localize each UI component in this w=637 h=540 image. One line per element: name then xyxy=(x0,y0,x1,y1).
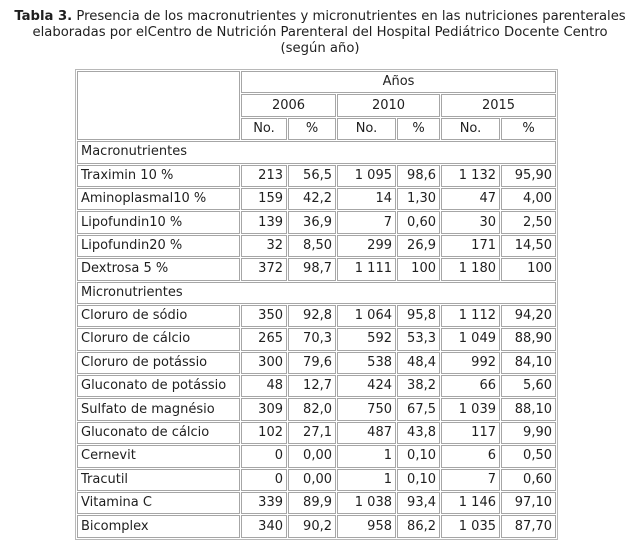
percent-cell: 8,50 xyxy=(288,235,336,257)
table-row xyxy=(77,165,556,187)
header-subcol: % xyxy=(288,118,336,140)
table-row xyxy=(77,188,556,210)
count-cell: 66 xyxy=(441,375,500,397)
percent-cell: 26,9 xyxy=(397,235,440,257)
count-cell: 213 xyxy=(241,165,287,187)
percent-cell: 0,60 xyxy=(397,211,440,233)
count-cell: 340 xyxy=(241,515,287,537)
count-cell: 992 xyxy=(441,352,500,374)
count-cell: 1 039 xyxy=(441,398,500,420)
count-cell: 1 xyxy=(337,445,396,467)
percent-cell: 100 xyxy=(397,258,440,280)
count-cell: 159 xyxy=(241,188,287,210)
section-title: Macronutrientes xyxy=(77,141,556,163)
count-cell: 0 xyxy=(241,445,287,467)
count-cell: 117 xyxy=(441,422,500,444)
table-row xyxy=(77,398,556,420)
percent-cell: 79,6 xyxy=(288,352,336,374)
table-row xyxy=(77,469,556,491)
nutrient-name: Cloruro de potássio xyxy=(77,352,240,374)
count-cell: 14 xyxy=(337,188,396,210)
percent-cell: 92,8 xyxy=(288,305,336,327)
table-row xyxy=(77,352,556,374)
percent-cell: 4,00 xyxy=(501,188,556,210)
table-row xyxy=(77,258,556,280)
percent-cell: 84,10 xyxy=(501,352,556,374)
section-row xyxy=(77,141,556,163)
nutrient-name: Sulfato de magnésio xyxy=(77,398,240,420)
count-cell: 0 xyxy=(241,469,287,491)
percent-cell: 0,10 xyxy=(397,445,440,467)
percent-cell: 12,7 xyxy=(288,375,336,397)
percent-cell: 2,50 xyxy=(501,211,556,233)
percent-cell: 87,70 xyxy=(501,515,556,537)
count-cell: 1 132 xyxy=(441,165,500,187)
header-year: 2010 xyxy=(337,94,440,116)
count-cell: 1 180 xyxy=(441,258,500,280)
count-cell: 1 112 xyxy=(441,305,500,327)
table-row xyxy=(77,515,556,537)
header-empty-cell xyxy=(77,71,240,140)
nutrient-name: Traximin 10 % xyxy=(77,165,240,187)
count-cell: 300 xyxy=(241,352,287,374)
count-cell: 6 xyxy=(441,445,500,467)
count-cell: 1 146 xyxy=(441,492,500,514)
count-cell: 1 049 xyxy=(441,328,500,350)
percent-cell: 98,7 xyxy=(288,258,336,280)
percent-cell: 53,3 xyxy=(397,328,440,350)
count-cell: 299 xyxy=(337,235,396,257)
nutrients-table xyxy=(75,69,558,540)
caption-text: Presencia de los macronutrientes y micronutrientes en las nutriciones parenterales elaboradas por elCentro de Nutrición Parenteral del Hospital Pediátrico Docente Centro (según año) xyxy=(32,9,626,56)
count-cell: 372 xyxy=(241,258,287,280)
nutrient-name: Bicomplex xyxy=(77,515,240,537)
percent-cell: 42,2 xyxy=(288,188,336,210)
percent-cell: 14,50 xyxy=(501,235,556,257)
percent-cell: 0,00 xyxy=(288,445,336,467)
count-cell: 32 xyxy=(241,235,287,257)
table-row xyxy=(77,422,556,444)
percent-cell: 43,8 xyxy=(397,422,440,444)
header-year: 2015 xyxy=(441,94,556,116)
table-row xyxy=(77,305,556,327)
count-cell: 592 xyxy=(337,328,396,350)
count-cell: 1 xyxy=(337,469,396,491)
nutrient-name: Cloruro de sódio xyxy=(77,305,240,327)
percent-cell: 1,30 xyxy=(397,188,440,210)
nutrient-name: Aminoplasmal10 % xyxy=(77,188,240,210)
percent-cell: 0,50 xyxy=(501,445,556,467)
count-cell: 7 xyxy=(441,469,500,491)
count-cell: 424 xyxy=(337,375,396,397)
count-cell: 171 xyxy=(441,235,500,257)
percent-cell: 90,2 xyxy=(288,515,336,537)
percent-cell: 9,90 xyxy=(501,422,556,444)
percent-cell: 48,4 xyxy=(397,352,440,374)
count-cell: 1 064 xyxy=(337,305,396,327)
header-year: 2006 xyxy=(241,94,336,116)
table-row xyxy=(77,328,556,350)
count-cell: 47 xyxy=(441,188,500,210)
count-cell: 7 xyxy=(337,211,396,233)
count-cell: 265 xyxy=(241,328,287,350)
count-cell: 1 095 xyxy=(337,165,396,187)
percent-cell: 93,4 xyxy=(397,492,440,514)
header-subcol: No. xyxy=(337,118,396,140)
percent-cell: 27,1 xyxy=(288,422,336,444)
nutrient-name: Cernevit xyxy=(77,445,240,467)
percent-cell: 94,20 xyxy=(501,305,556,327)
table-caption xyxy=(8,9,632,57)
count-cell: 1 038 xyxy=(337,492,396,514)
count-cell: 750 xyxy=(337,398,396,420)
percent-cell: 38,2 xyxy=(397,375,440,397)
table-row xyxy=(77,211,556,233)
nutrient-name: Cloruro de cálcio xyxy=(77,328,240,350)
count-cell: 538 xyxy=(337,352,396,374)
nutrient-name: Gluconato de potássio xyxy=(77,375,240,397)
count-cell: 1 111 xyxy=(337,258,396,280)
nutrient-name: Lipofundin20 % xyxy=(77,235,240,257)
percent-cell: 86,2 xyxy=(397,515,440,537)
percent-cell: 0,00 xyxy=(288,469,336,491)
percent-cell: 70,3 xyxy=(288,328,336,350)
count-cell: 48 xyxy=(241,375,287,397)
percent-cell: 98,6 xyxy=(397,165,440,187)
table-row xyxy=(77,235,556,257)
header-subcol: % xyxy=(501,118,556,140)
count-cell: 102 xyxy=(241,422,287,444)
table-row xyxy=(77,375,556,397)
header-years-group: Años xyxy=(241,71,556,93)
percent-cell: 67,5 xyxy=(397,398,440,420)
percent-cell: 0,10 xyxy=(397,469,440,491)
percent-cell: 95,90 xyxy=(501,165,556,187)
count-cell: 309 xyxy=(241,398,287,420)
table-row xyxy=(77,445,556,467)
header-subcol: No. xyxy=(441,118,500,140)
nutrient-name: Dextrosa 5 % xyxy=(77,258,240,280)
percent-cell: 5,60 xyxy=(501,375,556,397)
percent-cell: 56,5 xyxy=(288,165,336,187)
percent-cell: 82,0 xyxy=(288,398,336,420)
section-row xyxy=(77,282,556,304)
section-title: Micronutrientes xyxy=(77,282,556,304)
header-subcol: % xyxy=(397,118,440,140)
percent-cell: 97,10 xyxy=(501,492,556,514)
count-cell: 487 xyxy=(337,422,396,444)
count-cell: 1 035 xyxy=(441,515,500,537)
header-subcol: No. xyxy=(241,118,287,140)
percent-cell: 88,90 xyxy=(501,328,556,350)
count-cell: 350 xyxy=(241,305,287,327)
nutrient-name: Tracutil xyxy=(77,469,240,491)
percent-cell: 89,9 xyxy=(288,492,336,514)
percent-cell: 36,9 xyxy=(288,211,336,233)
table-row xyxy=(77,492,556,514)
count-cell: 139 xyxy=(241,211,287,233)
percent-cell: 100 xyxy=(501,258,556,280)
nutrient-name: Lipofundin10 % xyxy=(77,211,240,233)
percent-cell: 0,60 xyxy=(501,469,556,491)
count-cell: 30 xyxy=(441,211,500,233)
header-row-group xyxy=(77,71,556,93)
percent-cell: 95,8 xyxy=(397,305,440,327)
count-cell: 339 xyxy=(241,492,287,514)
percent-cell: 88,10 xyxy=(501,398,556,420)
nutrient-name: Vitamina C xyxy=(77,492,240,514)
nutrient-name: Gluconato de cálcio xyxy=(77,422,240,444)
caption-label: Tabla 3. xyxy=(14,9,73,24)
count-cell: 958 xyxy=(337,515,396,537)
